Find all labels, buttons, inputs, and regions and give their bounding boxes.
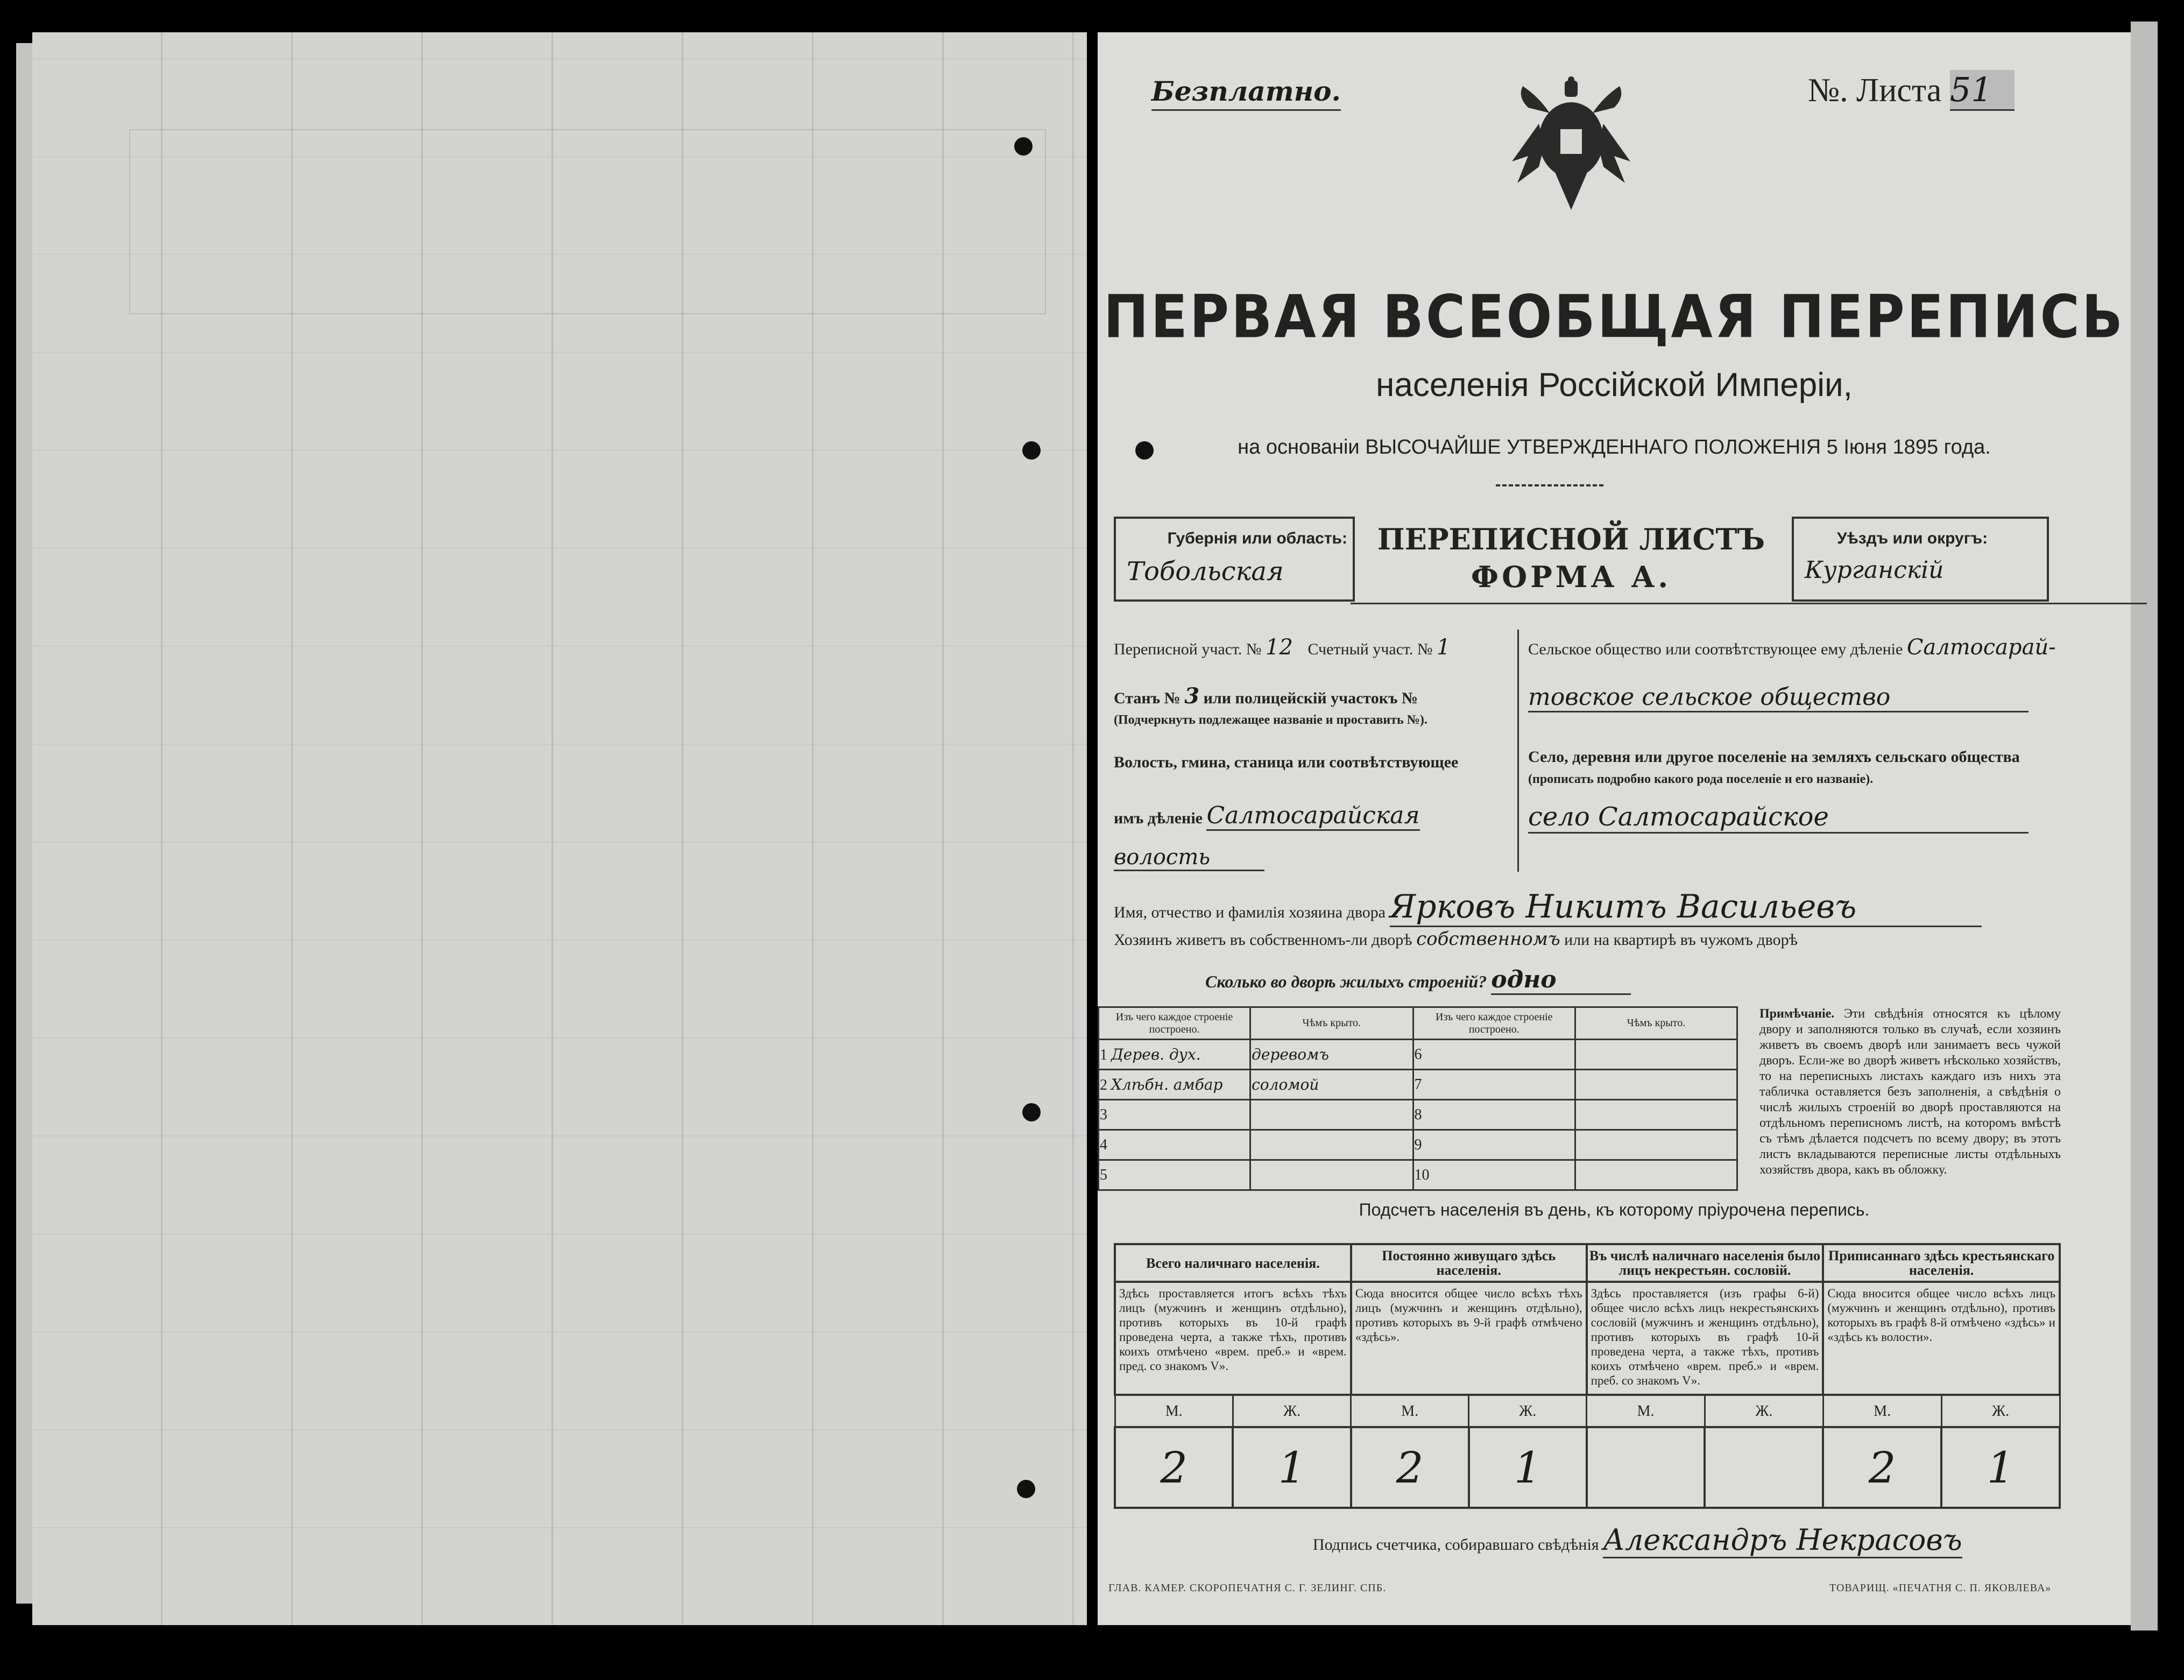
ghost-table <box>129 129 1046 314</box>
stan-row <box>1114 683 1512 709</box>
lives-label-2: или на квартирѣ въ чужомъ дворѣ <box>1564 931 1798 949</box>
uezd-box <box>1792 517 2049 602</box>
row-number: 3 <box>1099 1100 1250 1130</box>
binding-hole <box>1017 1480 1035 1498</box>
schetny-value: 1 <box>1437 635 1451 660</box>
note-text: Эти свѣдѣнія относятся къ цѣлому двору и заполняются только въ случаѣ, если хозяинъ живетъ въ своемъ дворѣ или занимаетъ весь чужой дворъ. Если-же во дворѣ живетъ нѣсколько хозяйствъ, то на переписныхъ листахъ каждаго изъ нихъ эта табличка оставляется безъ заполненія, а свѣдѣнія о числѣ жилыхъ строеній во дворѣ проставляются на отдѣльномъ переписномъ листѣ, на которомъ вмѣстѣ съ тѣмъ дѣлается подсчетъ по всему двору; въ этотъ листъ вкладываются переписные листы отдѣльныхъ хозяйствъ двора, какъ въ обложку. <box>1759 1007 2061 1177</box>
divider <box>1517 630 1519 872</box>
row-number: 6 <box>1413 1040 1575 1070</box>
row-number: 4 <box>1099 1130 1250 1160</box>
count-col-title: Приписаннаго здѣсь крестьянскаго населенія. <box>1823 1244 2060 1282</box>
row-number: 7 <box>1413 1070 1575 1100</box>
count-col-desc: Здѣсь проставляется (изъ графы 6-й) общее число всѣхъ лицъ некрестьянскихъ сословій (мужчинъ и женщинъ отдѣльно), противъ которыхъ въ графѣ 10-й проведена черта, а также тѣхъ, противъ коихъ отмѣчено «врем. преб.» и «врем. преб. со знакомъ V». <box>1587 1282 1823 1395</box>
uchastok-label: Переписной участ. № <box>1114 640 1262 658</box>
guberniya-value: Тобольская <box>1127 556 1284 587</box>
female-label: Ж. <box>1705 1395 1823 1427</box>
owner-row <box>1114 888 2061 927</box>
sheet-number <box>1808 70 2015 111</box>
lives-value: собственномъ <box>1416 928 1560 950</box>
buildings-value: одно <box>1491 966 1631 995</box>
double-eagle-emblem <box>1507 75 1636 215</box>
buildings-col-material: Изъ чего каждое строеніе построено. <box>1413 1007 1575 1040</box>
society-label: Сельское общество или соотвѣтствующее ему дѣленіе <box>1528 640 1903 658</box>
count-value-female: 1 <box>1233 1427 1351 1508</box>
building-roof <box>1250 1130 1413 1160</box>
page-edge <box>2131 22 2158 1630</box>
row-number: 8 <box>1413 1100 1575 1130</box>
male-label: М. <box>1823 1395 1941 1427</box>
page-basis-line: на основаніи ВЫСОЧАЙШЕ УТВЕРЖДЕННАГО ПОЛОЖЕНІЯ 5 Іюня 1895 года. <box>1238 436 1991 458</box>
row-number: 9 <box>1413 1130 1575 1160</box>
count-col-title: Въ числѣ наличнаго населенія было лицъ некрестьян. сословій. <box>1587 1244 1823 1282</box>
uezd-label: Уѣздъ или округъ: <box>1837 530 1988 547</box>
page-subtitle: населенія Россійской Имперіи, <box>1376 366 1853 404</box>
society-value-2: товское сельское общество <box>1528 683 2028 712</box>
count-value-female: 1 <box>1941 1427 2060 1508</box>
count-heading: Подсчетъ населенія въ день, къ которому пріурочена перепись. <box>1359 1200 1870 1219</box>
row-number: 2 <box>1100 1076 1107 1093</box>
free-label: Безплатно. <box>1151 75 1341 111</box>
buildings-row <box>1205 966 1631 995</box>
guberniya-label: Губернія или область: <box>1167 530 1347 547</box>
count-value-male <box>1587 1427 1705 1508</box>
signature-label: Подпись счетчика, собиравшаго свѣдѣнія <box>1313 1536 1599 1554</box>
volost-label: Волость, гмина, станица или соотвѣтствующее <box>1114 753 1459 771</box>
volost-value: Салтосарайская <box>1206 802 1419 831</box>
binding-hole <box>1022 441 1041 460</box>
building-roof <box>1575 1070 1737 1100</box>
binding-hole <box>1135 441 1154 460</box>
count-col-desc: Здѣсь проставляется итогъ всѣхъ тѣхъ лицъ (мужчинъ и женщинъ отдѣльно), противъ которыхъ въ 10-й графѣ проведена черта, а также тѣхъ, противъ коихъ отмѣчено «врем. преб.» и «врем. пред. со знакомъ V». <box>1115 1282 1351 1395</box>
count-value-male: 2 <box>1823 1427 1941 1508</box>
divider <box>1496 484 1603 486</box>
lives-row <box>1114 928 2061 950</box>
stan-note: (Подчеркнуть подлежащее названіе и проставить №). <box>1114 713 1427 727</box>
census-form-page <box>1098 32 2131 1625</box>
building-roof <box>1250 1100 1413 1130</box>
building-roof <box>1575 1040 1737 1070</box>
form-subtitle: ФОРМА А. <box>1471 560 1672 594</box>
building-roof <box>1575 1130 1737 1160</box>
building-material: Хлѣбн. амбар <box>1111 1075 1223 1093</box>
building-material: Дерев. дух. <box>1111 1045 1201 1063</box>
page-title: ПЕРВАЯ ВСЕОБЩАЯ ПЕРЕПИСЬ <box>1103 282 2125 351</box>
building-roof <box>1575 1100 1737 1130</box>
buildings-col-roof: Чѣмъ крыто. <box>1250 1007 1413 1040</box>
owner-name-label: Имя, отчество и фамилія хозяина двора <box>1114 903 1386 921</box>
female-label: Ж. <box>1941 1395 2060 1427</box>
count-table <box>1114 1243 2061 1509</box>
buildings-table <box>1098 1006 1738 1191</box>
stan-label: Станъ № <box>1114 689 1181 707</box>
volost-value-2: волость <box>1114 845 1264 871</box>
count-value-male: 2 <box>1115 1427 1233 1508</box>
buildings-col-roof: Чѣмъ крыто. <box>1575 1007 1737 1040</box>
count-value-male: 2 <box>1351 1427 1469 1508</box>
count-value-female <box>1705 1427 1823 1508</box>
count-col-desc: Сюда вносится общее число всѣхъ тѣхъ лицъ (мужчинъ и женщинъ отдѣльно), противъ которыхъ въ 9-й графѣ отмѣчено «здѣсь». <box>1351 1282 1587 1395</box>
village-note: (прописать подробно какого рода поселеніе и его названіе). <box>1528 772 1874 786</box>
printer-right: ТОВАРИЩ. «ПЕЧАТНЯ С. П. ЯКОВЛЕВА» <box>1829 1582 2052 1594</box>
male-label: М. <box>1587 1395 1705 1427</box>
buildings-col-material: Изъ чего каждое строеніе построено. <box>1099 1007 1250 1040</box>
sheet-number-value: 51 <box>1950 70 2015 111</box>
volost-label-2: имъ дѣленіе <box>1114 809 1203 827</box>
building-roof <box>1250 1160 1413 1190</box>
society-value: Салтосарай- <box>1906 635 2056 660</box>
signature-row <box>1313 1523 1962 1558</box>
uchastok-row <box>1114 635 1512 660</box>
schetny-label: Счетный участ. № <box>1307 640 1433 658</box>
binding-hole <box>1022 1103 1041 1121</box>
row-number: 5 <box>1099 1160 1250 1190</box>
printer-left: ГЛАВ. КАМЕР. СКОРОПЕЧАТНЯ С. Г. ЗЕЛИНГ. СПБ. <box>1108 1582 1387 1594</box>
note-block <box>1759 1006 2061 1178</box>
count-col-title: Всего наличнаго населенія. <box>1115 1244 1351 1282</box>
society-row <box>1528 635 2066 660</box>
volost-row <box>1114 802 1512 829</box>
count-col-title: Постоянно живущаго здѣсь населенія. <box>1351 1244 1587 1282</box>
owner-name-value: Ярковъ Никитъ Васильевъ <box>1390 888 1982 927</box>
female-label: Ж. <box>1233 1395 1351 1427</box>
count-value-female: 1 <box>1469 1427 1587 1508</box>
row-number: 10 <box>1413 1160 1575 1190</box>
male-label: М. <box>1351 1395 1469 1427</box>
village-value: село Салтосарайское <box>1528 802 2028 834</box>
building-roof <box>1575 1160 1737 1190</box>
signature-value: Александръ Некрасовъ <box>1603 1523 1962 1558</box>
building-roof: соломой <box>1250 1070 1413 1100</box>
left-page <box>32 32 1087 1625</box>
stan-value: 3 <box>1184 683 1200 709</box>
binding-hole <box>1014 137 1033 156</box>
buildings-label: Сколько во дворѣ жилыхъ строеній? <box>1205 972 1487 991</box>
row-number: 1 <box>1100 1046 1107 1063</box>
building-roof: деревомъ <box>1250 1040 1413 1070</box>
police-label: или полицейскій участокъ № <box>1203 689 1418 707</box>
male-label: М. <box>1115 1395 1233 1427</box>
divider <box>1351 603 2147 604</box>
note-title: Примѣчаніе. <box>1759 1007 1835 1021</box>
uchastok-value: 12 <box>1266 635 1293 660</box>
female-label: Ж. <box>1469 1395 1587 1427</box>
village-label: Село, деревня или другое поселеніе на земляхъ сельскаго общества <box>1528 748 2020 766</box>
form-title: ПЕРЕПИСНОЙ ЛИСТЪ <box>1377 522 1765 556</box>
count-col-desc: Сюда вносится общее число всѣхъ лицъ (мужчинъ и женщинъ отдѣльно), противъ которыхъ въ графѣ 8-й отмѣчено «здѣсь» и «здѣсь къ волости». <box>1823 1282 2060 1395</box>
guberniya-box <box>1114 517 1355 602</box>
lives-label: Хозяинъ живетъ въ собственномъ-ли дворѣ <box>1114 931 1412 949</box>
sheet-number-label: №. Листа <box>1808 72 1942 109</box>
uezd-value: Курганскій <box>1805 556 1944 584</box>
